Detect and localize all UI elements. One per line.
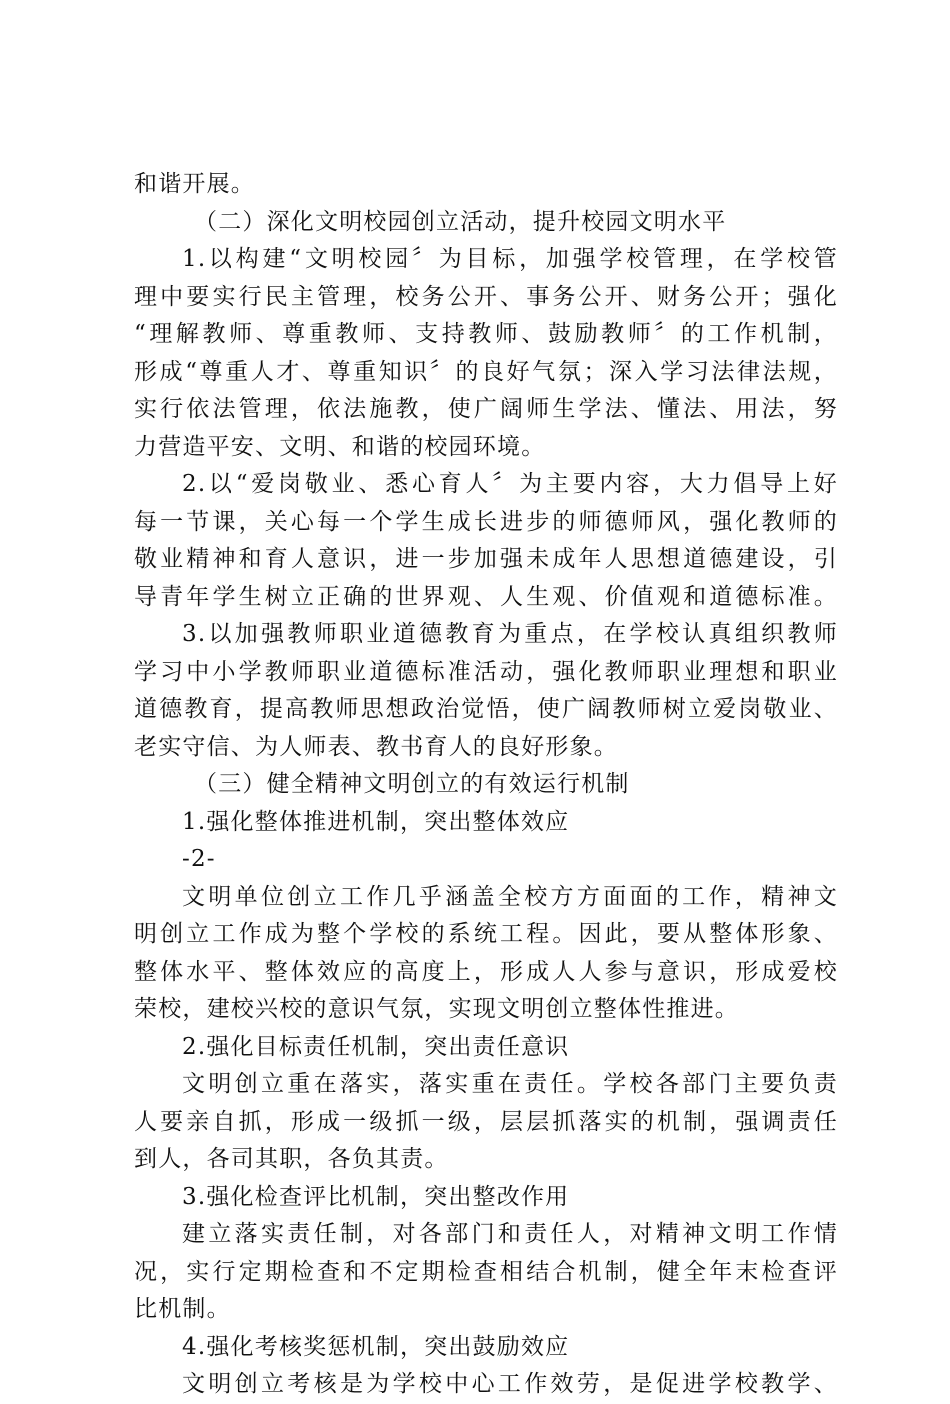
text-line: 2.以“爱岗敬业、悉心育人〞为主要内容，大力倡导上好: [182, 471, 838, 497]
text-line: 1.强化整体推进机制，突出整体效应: [182, 808, 570, 835]
text-line: 实行依法管理，依法施教，使广阔师生学法、懂法、用法，努: [134, 396, 838, 422]
text-line: 道德教育，提高教师思想政治觉悟，使广阔教师树立爱岗敬业、: [134, 696, 838, 722]
document-page: [134, 166, 838, 1404]
text-line: 老实守信、为人师表、教书育人的良好形象。: [134, 733, 618, 760]
text-line: “理解教师、尊重教师、支持教师、鼓励教师〞的工作机制，: [134, 321, 838, 347]
text-line: 3.强化检查评比机制，突出整改作用: [182, 1183, 570, 1210]
text-line: 3.以加强教师职业道德教育为重点，在学校认真组织教师: [182, 621, 838, 647]
text-line: （三）健全精神文明创立的有效运行机制: [194, 771, 630, 797]
text-line: 比机制。: [134, 1296, 231, 1322]
text-line: 导青年学生树立正确的世界观、人生观、价值观和道德标准。: [134, 583, 838, 610]
text-line: 学习中小学教师职业道德标准活动，强化教师职业理想和职业: [134, 658, 838, 685]
page-number: -2-: [182, 846, 216, 872]
text-line: 形成“尊重人才、尊重知识〞的良好气氛；深入学习法律法规，: [134, 358, 838, 385]
text-line: 敬业精神和育人意识，进一步加强未成年人思想道德建设，引: [134, 546, 838, 572]
text-line: 2.强化目标责任机制，突出责任意识: [182, 1033, 570, 1060]
text-line: 建立落实责任制，对各部门和责任人，对精神文明工作情: [182, 1221, 838, 1247]
text-line: 况，实行定期检查和不定期检查相结合机制，健全年末检查评: [134, 1258, 838, 1285]
text-line: 文明创立重在落实，落实重在责任。学校各部门主要负责: [182, 1071, 838, 1097]
text-line: 文明单位创立工作几乎涵盖全校方方面面的工作，精神文: [182, 883, 838, 910]
text-line: 理中要实行民主管理，校务公开、事务公开、财务公开；强化: [134, 283, 838, 310]
text-line: 整体水平、整体效应的高度上，形成人人参与意识，形成爱校: [134, 958, 838, 985]
text-line: 力营造平安、文明、和谐的校园环境。: [134, 433, 546, 460]
text-line: 人要亲自抓，形成一级抓一级，层层抓落实的机制，强调责任: [134, 1108, 838, 1135]
text-line: 到人，各司其职，各负其责。: [134, 1146, 449, 1172]
text-line: 4.强化考核奖惩机制，突出鼓励效应: [182, 1333, 570, 1360]
text-line: 明创立工作成为整个学校的系统工程。因此，要从整体形象、: [134, 921, 838, 947]
text-line: 荣校，建校兴校的意识气氛，实现文明创立整体性推进。: [134, 996, 739, 1022]
text-line: （二）深化文明校园创立活动，提升校园文明水平: [194, 208, 727, 235]
text-line: 和谐开展。: [134, 171, 255, 197]
text-line: 每一节课，关心每一个学生成长进步的师德师风，强化教师的: [134, 508, 838, 535]
text-line: 1.以构建“文明校园〞为目标，加强学校管理，在学校管: [182, 246, 838, 272]
text-line: 文明创立考核是为学校中心工作效劳，是促进学校教学、: [182, 1371, 838, 1397]
